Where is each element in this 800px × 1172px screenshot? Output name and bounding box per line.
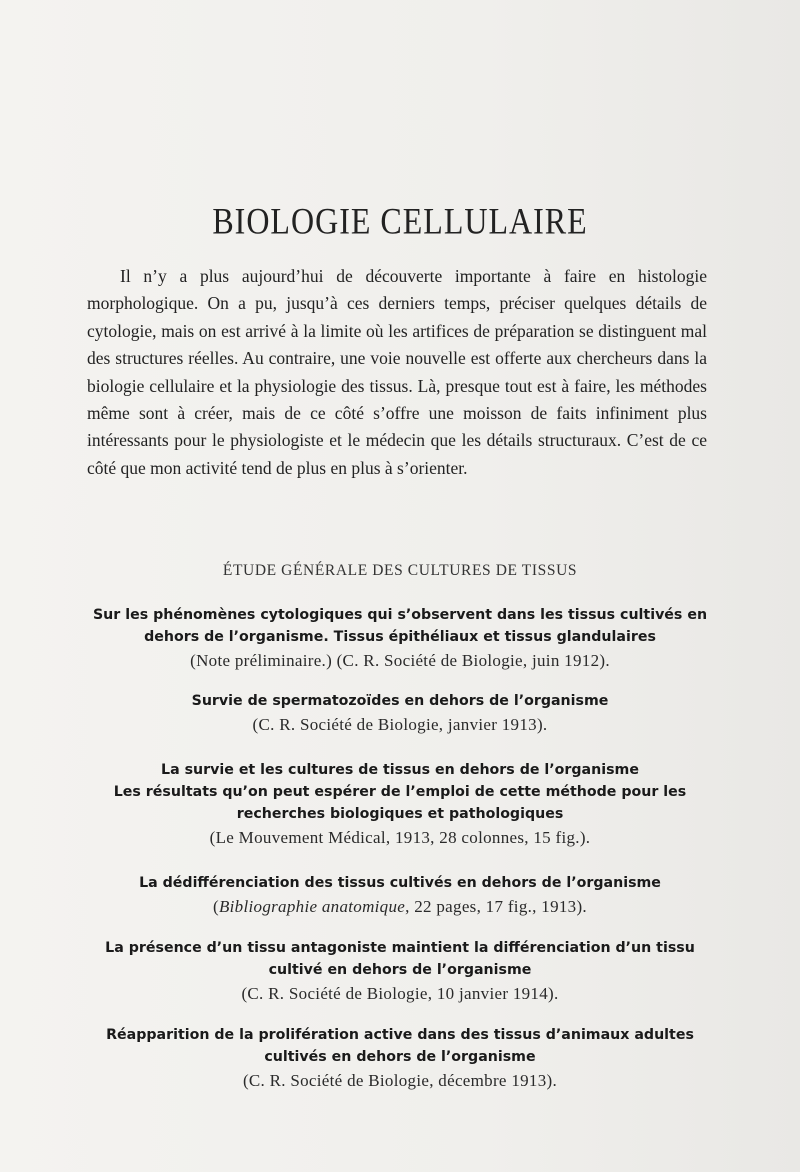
publication-entry [80, 690, 720, 738]
entry-reference: (Le Mouvement Médical, 1913, 28 colonnes, 15 fig.). [209, 828, 591, 847]
page-title: BIOLOGIE CELLULAIRE [212, 200, 588, 242]
entry-title-line: dehors de l’organisme. Tissus épithéliaux et tissus glandulaires [144, 629, 656, 645]
entry-title-line: Sur les phénomènes cytologiques qui s’observent dans les tissus cultivés en [92, 607, 708, 623]
entry-reference-details: , 22 pages, 17 fig., 1913). [405, 897, 587, 916]
section-heading: ÉTUDE GÉNÉRALE DES CULTURES DE TISSUS [222, 562, 578, 579]
entry-title-line: recherches biologiques et pathologiques [236, 806, 564, 822]
entry-reference: (C. R. Société de Biologie, 10 janvier 1914). [241, 984, 559, 1003]
journal-name: Bibliographie anatomique [218, 897, 406, 916]
entry-title-line: Réapparition de la prolifération active dans des tissus d’animaux adultes [106, 1027, 694, 1043]
entry-title-line: cultivés en dehors de l’organisme [264, 1049, 536, 1065]
entry-title-line: La présence d’un tissu antagoniste maintient la différenciation d’un tissu [105, 940, 695, 956]
entry-reference: (Note préliminaire.) (C. R. Société de Biologie, juin 1912). [190, 651, 610, 670]
entry-title-line: cultivé en dehors de l’organisme [268, 962, 532, 978]
entry-reference: (C. R. Société de Biologie, janvier 1913). [252, 715, 548, 734]
publication-entry [80, 872, 720, 920]
entry-reference: (C. R. Société de Biologie, décembre 1913). [242, 1071, 558, 1090]
entry-title-line: La survie et les cultures de tissus en dehors de l’organisme [161, 762, 639, 778]
entry-title-line: Les résultats qu’on peut espérer de l’emploi de cette méthode pour les [113, 784, 687, 800]
publication-entry [80, 759, 720, 851]
entry-reference: (Bibliographie anatomique, 22 pages, 17 fig., 1913). [213, 897, 587, 916]
publication-entry [80, 937, 720, 1007]
publication-entry [80, 604, 720, 674]
intro-paragraph: Il n’y a plus aujourd’hui de découverte importante à faire en histologie morphologique. On a pu, jusqu’à ces derniers temps, préciser quelques détails de cytologie, mais on est arrivé à la limite où les artifices de préparation se distinguent mal des structures réelles. Au contraire, une voie nouvelle est offerte aux chercheurs dans la biologie cellulaire et la physiologie des tissus. Là, presque tout est à faire, les méthodes même sont à créer, mais de ce côté s’offre une moisson de faits infiniment plus intéressants pour le physiologiste et le médecin que les détails structuraux. C’est de ce côté que mon activité tend de plus en plus à s’orienter. [87, 266, 707, 478]
publication-entry [80, 1024, 720, 1094]
entry-title-line: La dédifférenciation des tissus cultivés en dehors de l’organisme [139, 875, 661, 891]
entry-title-line: Survie de spermatozoïdes en dehors de l’organisme [191, 693, 609, 709]
